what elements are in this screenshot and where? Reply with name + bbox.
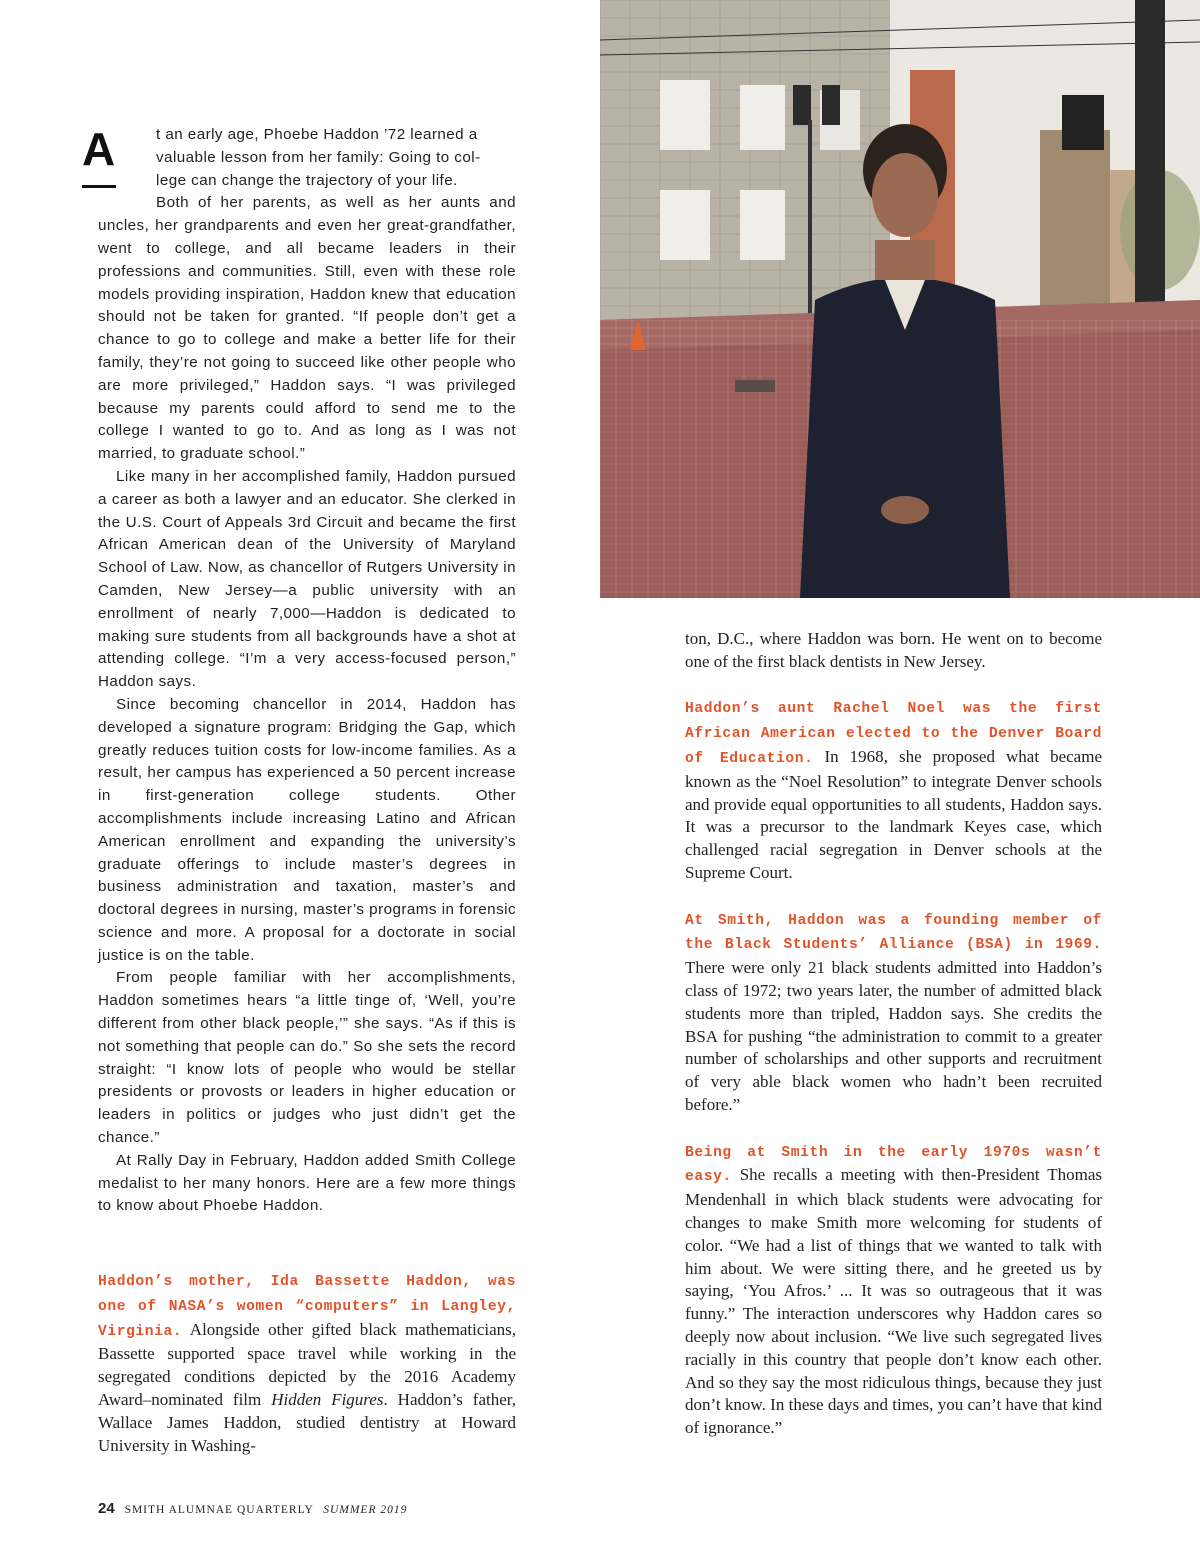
fact-bsa [685, 908, 1102, 1117]
article-body-left [98, 124, 516, 1218]
portrait-photo [600, 0, 1200, 598]
fact-aunt [685, 696, 1102, 884]
film-title: Hidden Figures [271, 1389, 384, 1409]
fact-mother [98, 1269, 516, 1457]
publication-name: SMITH ALUMNAE QUARTERLY [124, 1504, 314, 1516]
article-paragraph-intro [98, 124, 516, 466]
page-footer [98, 1500, 598, 1517]
article-paragraph: Since becoming chancellor in 2014, Haddon has developed a signature program: Bridging the Gap, which greatly reduces tuition costs for low-income families. As a result, her campus has experienced a 50 percent increase in first-generation college students. Other accomplishments include increasing Latino and African American enrollment and expanding the university’s graduate offerings to include master’s degrees in business administration and taxation, master’s and doctoral degrees in nursing, master’s programs in forensic science and more. A proposal for a doctorate in social justice is on the table. [98, 695, 516, 964]
fact-highlight: At Smith, Haddon was a founding member of the Black Students’ Alliance (BSA) in 1969. [685, 912, 1102, 954]
issue-date: SUMMER 2019 [323, 1504, 408, 1516]
fact-body: In 1968, she proposed what became known as the “Noel Resolution” to integrate Denver schools and provide equal opportunities to all students, Haddon says. It was a precursor to the landmark Keyes case, which challenged racial segregation in Denver schools at the Supreme Court. [685, 746, 1102, 882]
article-paragraph: At Rally Day in February, Haddon added Smith College medalist to her many honors. Here are a few more things to know about Phoebe Haddon. [98, 1151, 516, 1215]
drop-cap: A [82, 123, 116, 175]
fact-body: . Haddon’s father, Wallace James Haddon, studied dentistry at Howard University in Washing- [98, 1389, 516, 1455]
lead-line: t an early age, Phoebe Haddon ’72 learned a [156, 126, 478, 143]
article-paragraph: From people familiar with her accomplishments, Haddon sometimes hears “a little tinge of, ‘Well, you’re different from other black people,’” she says. “As if this is not something that people can do.” So she sets the record straight: “I know lots of people who would be stellar presidents or provosts or leaders in higher education or leaders in politics or judges who just didn’t get the chance.” [98, 969, 516, 1147]
fact-early-1970s [685, 1140, 1102, 1440]
lead-line: valuable lesson from her family: Going to col- [156, 148, 481, 166]
fact-highlight: Haddon’s mother, Ida Bassette Haddon, was one of NASA’s women “computers” in Langley, Virginia. [98, 1274, 516, 1340]
lead-line: lege can change the trajectory of your life. [156, 171, 458, 189]
fact-body: Alongside other gifted black mathematicians, Bassette supported space travel while working in the segregated conditions depicted by the 2016 Academy Award–nominated film [98, 1319, 516, 1409]
fact-continuation: ton, D.C., where Haddon was born. He went on to become one of the first black dentists in New Jersey. [685, 629, 1102, 671]
fact-body: She recalls a meeting with then-President Thomas Mendenhall in which black students were advocating for changes to make Smith more welcoming for students of color. “We had a list of things that we wanted to talk with him about. We were sitting there, and he greeted us by saying, ‘You Afros.’ ... It was so outrageous that it was funny.” The interaction underscores why Haddon cares so deeply now about inclusion. “We live such segregated lives racially in this country that people don’t know each other. And so they say the most ridiculous things, because they just don’t know. In these days and times, you can’t have that kind of ignorance.” [685, 1165, 1102, 1438]
article-body-right [685, 628, 1102, 1463]
article-paragraph: Like many in her accomplished family, Haddon pursued a career as both a lawyer and an educator. She clerked in the U.S. Court of Appeals 3rd Circuit and became the first African American dean of the University of Maryland School of Law. Now, as chancellor of Rutgers University in Camden, New Jersey—a public university with an enrollment of nearly 7,000—Haddon is dedicated to making sure students from all backgrounds have a shot at attending college. “I’m a very access-focused person,” Haddon says. [98, 467, 516, 691]
fact-highlight: Haddon’s aunt Rachel Noel was the first African American elected to the Denver Board of Education. [685, 701, 1102, 767]
page-number: 24 [98, 1500, 115, 1517]
fact-body: There were only 21 black students admitted into Haddon’s class of 1972; two years later, the number of admitted black students more than tripled, Haddon says. She credits the BSA for pushing “the administration to commit to a greater number of scholarships and other supports and recruitment of very able black women who hadn’t been recruited before.” [685, 958, 1102, 1114]
intro-rest: Both of her parents, as well as her aunts and uncles, her grandparents and even her great-grandfather, went to college, and all became leaders in their professions and communities. Still, even with these role models providing inspiration, Haddon knew that education should not be taken for granted. “If people don’t get a chance to go to college and make a better life for their family, they’re not going to succeed like other people who are more privileged,” Haddon says. “I was privileged because my parents could afford to send me to the college I wanted to go to. And as long as I was not married, to graduate school.” [98, 194, 516, 463]
fact-highlight: Being at Smith in the early 1970s wasn’t easy. [685, 1144, 1102, 1186]
